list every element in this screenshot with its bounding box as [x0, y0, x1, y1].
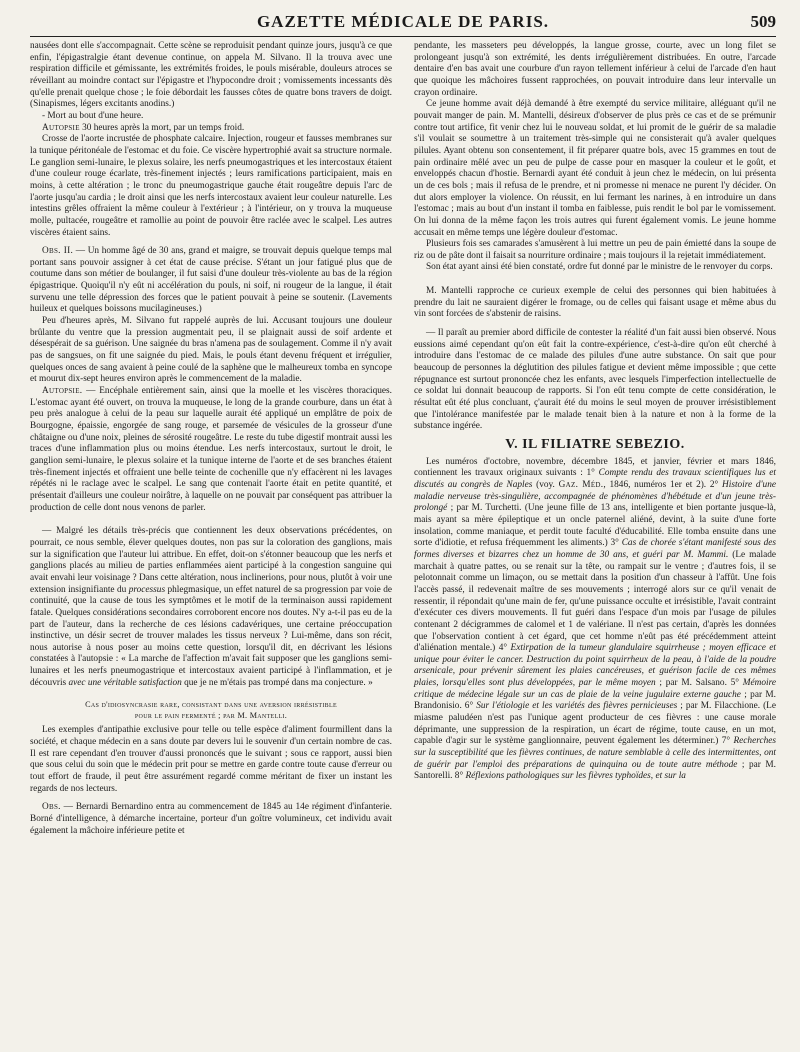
paragraph-text: ; par M. Brandonisio. 6° — [414, 689, 776, 712]
italic-text: Cas de chorée s'étant manifesté sous des formes diverses et bizarres chez un homme de 30 ans, et guéri par M. Mammi. — [414, 538, 776, 560]
paragraph: Les exemples d'antipathie exclusive pour telle ou telle espèce d'aliment fourmillent dans la société, et chaque médecin en a sans doute par devers lui le souvenir d'un certain nombre de cas. Il est rare cependant d'en trouver d'aussi prononcés que le suivant ; sous ce rapport, aussi bien que sous celui du soin que le médecin prit pour se mettre en garde contre toute cause d'erreur ou tout effort de fraude, il peut être assurément regardé comme méritant de fixer un instant les regards de nos lecteurs. — [30, 725, 392, 794]
paragraph: Ce jeune homme avait déjà demandé à être exempté du service militaire, alléguant qu'il ne pouvait manger de pain. M. Mantelli, désireux d'observer de plus près ce cas et de se prémunir contre tout artifice, fit venir chez lui le nouveau soldat, et lui promit de le guérir de sa maladie s'il voulait se soumettre à un traitement très-simple qui ne consisterait qu'à avaler quelques pilules. Ayant obtenu son consentement, il fit préparer quatre bols, avec 15 grammes en tout de pain ordinaire mêlé avec un peu de pulpe de casse pour en masquer la couleur et le goût, et enveloppés chacun d'hostie. Bernardi ayant été conduit à jeun chez le médecin, on lui présenta un de ces bols ; mais il refusa de le prendre, et ni promesse ni menace ne purent l'y décider. On dut alors employer la violence. On réussit, en lui fermant les narines, à en introduire un dans l'estomac ; mais au bout d'un instant il tomba en faiblesse, puis rendit le bol par le vomissement. On lui donna de la même façon les trois autres qui furent également vomis. Le jeune homme accusait en même temps une légère douleur d'estomac. — [414, 99, 776, 238]
section-label: Autopsie — [42, 122, 80, 133]
paragraph-text: , 1846, numéros 1er et 2). 2° — [603, 479, 723, 490]
paragraph — [30, 246, 392, 316]
italic-text: Recherches sur la susceptibilité que les fièvres continues, de nature semblable à celle des intermittentes, ont de guérir par l'emploi des préparations de quinquina ou de toute autre méthode — [414, 736, 776, 770]
paragraph: Peu d'heures après, M. Silvano fut rappelé auprès de lui. Accusant toujours une douleur brûlante du ventre que la pression augmentait peu, il se plaignait aussi de soif ardente et désespérait de sa guérison. Une saignée du bras n'amena pas de soulagement. Comme il n'y avait pas de sangsues, on fit une saignée du pied. Mais, le pouls étant devenu fréquent et irrégulier, quelques onces de sang avaient à peine coulé de la saphène que le malheureux tomba en syncope et mourut dix-sept heures environ après le commencement de la maladie. — [30, 316, 392, 385]
paragraph: Crosse de l'aorte incrustée de phosphate calcaire. Injection, rougeur et fausses membranes sur la tunique péritonéale de l'estomac et du foie. Ce viscère hypertrophié avait sa structure normale. Le ganglion semi-lunaire, le plexus solaire, les nerfs pneumogastriques et les intercostaux étaient d'une couleur rouge écarlate, très-finement injectés ; leurs ramifications participaient, mais en moins, à cette altération ; le tronc du pneumogastrique gauche était rougeâtre depuis l'arc de l'aorte jusqu'au cardia ; le droit ainsi que les nerfs intercostaux avaient leur couleur naturelle. Les intestins grêles offraient la même couleur à l'extérieur ; à l'intérieur, on y trouva la muqueuse molle, pultacée, rougeâtre et ramollie au point de pouvoir être raclée avec le scalpel. Les autres viscères étaient sains. — [30, 134, 392, 238]
paragraph-text: — Malgré les détails très-précis que contiennent les deux observations précédentes, on pourrait, ce nous semble, élever quelques doutes, non pas sur la coloration des ganglions, mais sur la signification que l'auteur lui attribue. En effet, doit-on s'étonner beaucoup que les nerfs et ganglions placés au milieu de parties enflammées aient participé à la congestion sanguine qui avait envahi leur voisinage ? Dans cette altération, nous inclinerions, pour nous, plutôt à voir une extension insignifiante du — [30, 526, 392, 595]
paragraph-text: ; par M. Turchetti. (Une jeune fille de 13 ans, intelligente et bien portante jusque-là, mais ayant sa mère épileptique et un oncle paternel aliéné, devint, à la suite d'une forte insolation, comme maniaque, et perdit toute faculté d'éducabilité. Elle tomba ensuite dans une sorte d'idiotie, et refusa fréquemment les aliments.) 3° — [414, 503, 776, 549]
paragraph-text: — Un homme âgé de 30 ans, grand et maigre, se trouvait depuis quelque temps mal portant sans pouvoir assigner à cet état de cause précise. S'étant un jour fatigué plus que de coutume dans son métier de boulanger, il fut saisi d'une douleur très-violente au bas de la région épigastrique. Quoiqu'il n'y eût ni accélération du pouls, ni soif, ni rougeur de la langue, il était survenu une telle dépression des forces que le patient pouvait à peine se soutenir. (Lavements huileux et quelques boissons mucilagineuses.) — [30, 246, 393, 315]
italic-text: Histoire d'une maladie nerveuse très-singulière, accompagnée de phénomènes d'hébétude et d'un jeune très-prolongé — [414, 479, 776, 514]
columns — [30, 41, 776, 837]
paragraph: - Mort au bout d'une heure. — [42, 110, 144, 121]
italic-text: avec une véritable satisfaction — [68, 677, 182, 688]
paragraph-text: — Bernardi Bernardino entra au commencement de 1845 au 14e régiment d'infanterie. Borné d'intelligence, à démarche incertaine, porteur d'un goître volumineux, cet individu avait également la mâchoire inférieure petite et — [30, 802, 392, 836]
paragraph: — Il paraît au premier abord difficile de contester la réalité d'un fait aussi bien observé. Nous eussions aimé cependant qu'on eût fait la contre-expérience, c'est-à-dire qu'on eût cherché à introduire dans l'estomac de ce malade des pilules d'une autre substance. On sait que pour beaucoup de personnes la déglutition des pilules fatigue et devient même impossible ; que cette répugnance est surtout prononcée chez les enfants, avec lesquels l'imperfection intellectuelle de ce soldat lui donnait beaucoup de rapports. Si l'on eût tenu compte de cette considération, le résultat eût été plus concluant, ç'aurait été du moins le seul moyen de prouver irrésistiblement que l'intolérance manifestée par le malade tenait bien à la nature et non à la forme de la substance ingérée. — [414, 328, 776, 432]
journal-title: GAZETTE MÉDICALE DE PARIS. — [256, 12, 550, 31]
observation-label: Obs. — [42, 802, 61, 813]
paragraph-text: ; par M. Filacchione. (Le miasme paludéen n'est pas l'unique agent producteur de ces fièvres : une cause morale déprimante, une suppression de la respiration, un écart de régime, toute cause, en un mot, capable d'agir sur le système ganglionnaire, peuvent également les déterminer.) 7° — [414, 701, 776, 747]
section-title: V. IL FILIATRE SEBEZIO. — [505, 437, 685, 452]
paragraph — [414, 457, 776, 783]
paragraph: pendante, les masseters peu développés, la langue grosse, courte, avec un long filet se prolongeant jusqu'à son extrémité, les dents irrégulièrement distribuées. En outre, l'arcade dentaire d'en bas avait une courbure d'un rayon tellement inférieur à celui de l'arcade d'en haut que quoique les mâchoires fussent rapprochées, on pouvait introduire dans leur intervalle un crayon ordinaire. — [414, 41, 776, 98]
right-column — [414, 41, 776, 837]
article-heading-line: Cas d'idiosyncrasie rare, consistant dans une aversion irrésistible — [85, 700, 337, 710]
paragraph — [30, 526, 392, 689]
journal-reference: Gaz. Méd. — [558, 479, 604, 490]
paragraph — [30, 123, 392, 135]
page-number: 509 — [750, 12, 776, 31]
section-label: Autopsie. — [42, 386, 83, 397]
observation-label: Obs. II. — [42, 246, 74, 257]
paragraph-text: Les numéros d'octobre, novembre, décembre 1845, et janvier, février et mars 1846, contiennent les travaux originaux suivants : 1° — [414, 456, 776, 479]
paragraph — [30, 802, 392, 837]
italic-text: Sur l'étiologie et les variétés des fièvres pernicieuses — [476, 701, 678, 712]
italic-text: Compte rendu des travaux scientifiques lus et discutés au congrès de Naples — [414, 468, 776, 490]
paragraph — [30, 386, 392, 514]
paragraph-text: que je ne m'étais pas trompé dans ma conjecture. » — [181, 677, 373, 688]
paragraph-text: ; par M. Santorelli. 8° — [414, 759, 776, 782]
paragraph-text: (Le malade marchait à quatre pattes, ou se renait sur la tête, ou rampait sur le ventre ; d'autres fois, il se pelotonnait comme un limaçon, ou se mettait dans la position d'un chasseur à l'affût. Une fois l'accès passé, il redevenait maître de ses mouvements ; interrogé alors sur ce qu'il venait de ressentir, il répondait qu'une main de fer, qu'une puissance occulte et irrésistible, l'avait contraint d'exécuter ces divers mouvements. Il fut guéri dans l'espace d'un mois par l'usage de pilules contenant 2 décigrammes de calomel et 1 de valériane. Il n'est pas certain, d'après les données que l'observation contient à cet égard, que cet homme n'eût pas été précédemment atteint d'aliénation mentale.) 4° — [414, 549, 776, 654]
paragraph: Plusieurs fois ses camarades s'amusèrent à lui mettre un peu de pain émietté dans la soupe de riz ou de pâte dont il faisait sa nourriture ordinaire ; mais toujours il la rejetait immédiatement. — [414, 239, 776, 261]
paragraph-text: (voy. — [532, 479, 559, 490]
italic-text: Réflexions pathologiques sur les fièvres typhoïdes, et sur la — [465, 771, 686, 782]
page-header — [30, 10, 776, 37]
italic-text: processus — [128, 584, 166, 595]
article-heading — [30, 700, 392, 721]
paragraph-text: 30 heures après la mort, par un temps froid. — [79, 122, 245, 133]
article-heading-line: pour le pain fermenté ; par M. Mantelli. — [134, 710, 288, 720]
italic-text: Mémoire critique de médecine légale sur un cas de plaie de la veine jugulaire externe gauche — [414, 678, 776, 700]
paragraph: M. Mantelli rapproche ce curieux exemple de celui des personnes qui bien habituées à prendre du lait ne sauraient digérer le fromage, ou de celles qui faisant usage et même abus du vin sont forcées de s'abstenir de raisins. — [414, 286, 776, 320]
italic-text: Extirpation de la tumeur glandulaire squirrheuse ; moyen efficace et unique pour éviter le cancer. Destruction du point squirrheux de la peau, à l'aide de la poudre arsenicale, pour prévenir sûrement les plaies cancéreuses, et guérison facile de ces mêmes plaies, lorsqu'elles sont plus développées, par le même moyen — [414, 643, 776, 689]
paragraph-text: phlegmasique, un effet naturel de sa progression par voie de continuité, que la cause de tous les symptômes et le motif de la terminaison aussi rapidement fatale. Quelques considérations secondaires corroborent encore nos doutes. N'y a-t-il pas eu de la part de l'auteur, dans la recherche de ces lésions cadavériques, une certaine préoccupation instinctive, un désir secret de trouver malades les tissus nerveux ? Lui-même, dans son récit, nous autorise à nous poser au moins cette question, lorsqu'il dit, en décrivant les lésions constatées à l'autopsie : « La marche de l'affection m'avait fait supposer que les ganglions semi-lunaires et les nerfs pneumogastrique et intercostaux avaient participé à l'inflammation, et je découvris — [30, 584, 392, 688]
paragraph-text: — Encéphale entièrement sain, ainsi que la moelle et les viscères thoraciques. L'estomac ayant été ouvert, on trouva la muqueuse, le long de la grande courbure, dans un état à peu près analogue à celui de la peau sur laquelle aurait été appliqué un emplâtre de poix de Bourgogne, épaissie, engorgée de sang rouge, et parsemée de vésicules de la grosseur d'une châtaigne ou d'une noix, pleines de sérosité rougeâtre. Le reste du tube digestif montrait aussi les traces d'une inflammation plus ou moins étendue. Les nerfs intercostaux, surtout le droit, le ganglion semi-lunaire, le plexus solaire et la tunique interne de l'aorte et de ses branches étaient très-finement injectés et offraient une belle teinte de cochenille que n'y effacèrent ni les lavages répétés ni le raclage avec le scalpel. Le sang que contenait l'aorte était en petite quantité, et présentait d'ailleurs une couleur noirâtre, à laquelle on ne pouvait par conséquent pas attribuer la production de celle dont nous venons de parler. — [30, 386, 392, 513]
paragraph-text: ; par M. Salsano. 5° — [655, 678, 743, 689]
paragraph: Son état ayant ainsi été bien constaté, ordre fut donné par le ministre de le renvoyer du corps. — [426, 262, 773, 273]
left-column — [30, 41, 392, 837]
paragraph: nausées dont elle s'accompagnait. Cette scène se reproduisit pendant quinze jours, jusqu'à ce que enfin, l'épigastralgie étant devenue continue, on appela M. Silvano. Il la trouva avec une respiration difficile et gémissante, les extrémités froides, le pouls misérable, douleurs atroces se réveillant au moindre contact sur l'épigastre et l'hypocondre droit ; vomissements incessants dès qu'elle prenait quelque chose ; le foie débordait les fausses côtes de quatre bons travers de doigt. (Sinapismes, légers excitants anodins.) — [30, 41, 392, 110]
